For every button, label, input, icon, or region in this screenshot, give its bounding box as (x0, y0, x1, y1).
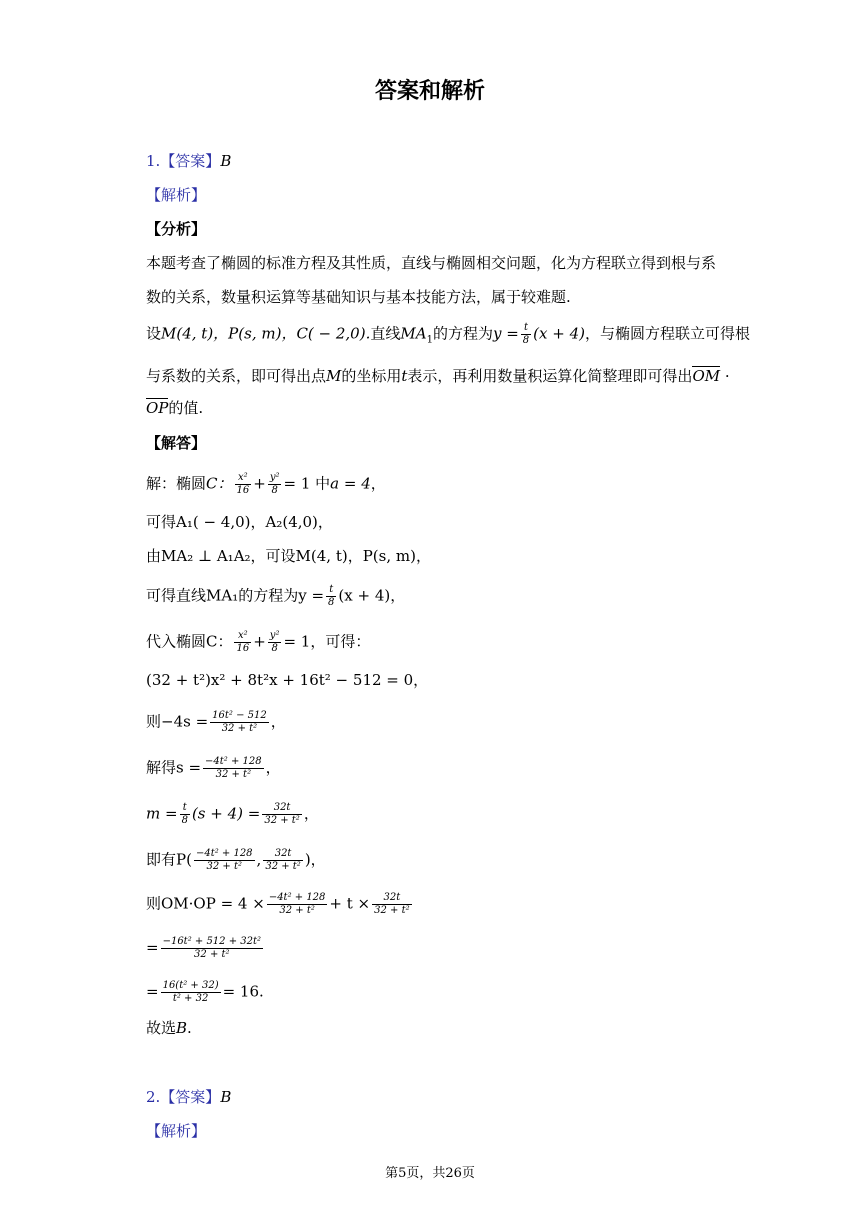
q1-step-9 (146, 802, 319, 827)
text-seg: = 1 中 (283, 474, 331, 493)
q1-fenxi-text-2: 数的关系，数量积运算等基础知识与基本技能方法，属于较难题. (146, 288, 571, 306)
vector-om: OM (692, 367, 721, 385)
fraction-numerator: y² (269, 630, 280, 641)
fraction (268, 630, 282, 655)
fraction-numerator: 32t (262, 802, 302, 815)
text-seg: 与系数的关系，即可得出点 (146, 367, 327, 385)
math-seg: (s + 4) = (191, 804, 261, 823)
fraction-numerator: 16(t² + 32) (162, 980, 219, 991)
text-seg: ，与椭圆方程联立可得根 (584, 324, 750, 343)
text-seg: = 1，可得： (283, 632, 371, 651)
text-seg: + t × (329, 894, 371, 913)
fraction (268, 472, 282, 497)
text-seg: 的方程为 (432, 324, 493, 343)
text-seg: 设 (146, 324, 162, 343)
text-seg: · (720, 367, 730, 385)
fraction-numerator: t (326, 584, 336, 597)
fraction (372, 892, 412, 917)
fraction-denominator: 8 (522, 335, 530, 346)
page-footer: 第5页，共26页 (385, 1166, 475, 1181)
q1-step-4 (146, 584, 405, 609)
fraction-numerator: −4t² + 128 (268, 892, 326, 903)
fraction-denominator: 8 (181, 815, 188, 826)
math-seg: y = (492, 324, 519, 343)
text-seg: . (187, 1019, 192, 1037)
q1-step-13 (146, 980, 264, 1005)
fraction (203, 756, 264, 781)
fraction-numerator: t (521, 322, 531, 335)
text-seg: = (146, 982, 159, 1001)
fraction (521, 322, 531, 347)
text-seg: + (253, 632, 266, 651)
q1-step-2: 可得A₁( − 4,0)，A₂(4,0)， (146, 513, 333, 531)
q1-step-6: (32 + t²)x² + 8t²x + 16t² − 512 = 0， (146, 671, 429, 689)
text-seg: ， (370, 474, 386, 493)
text-seg: 直线 (370, 324, 401, 343)
text-seg: 的坐标用 (341, 367, 402, 385)
fraction-numerator: −4t² + 128 (205, 756, 262, 767)
page-title: 答案和解析 (374, 79, 485, 104)
fraction-denominator: 32 + t² (221, 723, 258, 734)
text-seg: ， (303, 804, 319, 823)
fraction-denominator: 8 (271, 485, 278, 496)
q1-step-8 (146, 756, 281, 781)
text-seg: 代入椭圆C： (146, 632, 233, 651)
fraction (210, 710, 269, 735)
fraction (326, 584, 336, 609)
q1-step-1 (146, 472, 386, 497)
fraction-denominator: 32 + t² (279, 905, 315, 916)
fraction-denominator: 8 (271, 643, 278, 654)
math-seg: (x + 4) (533, 324, 585, 343)
q1-step-7 (146, 710, 286, 735)
fraction-denominator: 32 + t² (265, 861, 301, 872)
q2-jiexi-label: 【解析】 (146, 1122, 207, 1140)
text-seg: = (146, 938, 159, 957)
text-seg: ， (265, 758, 281, 777)
text-seg: 故选 (146, 1019, 177, 1037)
fraction (194, 848, 255, 873)
fraction-denominator: 32 + t² (264, 815, 300, 826)
q1-fenxi-label: 【分析】 (146, 220, 207, 238)
q2-answer-line (146, 1087, 231, 1107)
q1-step-11 (146, 892, 414, 917)
text-seg: (x + 4)， (338, 586, 406, 605)
math-seg: M(4, t)，P(s, m)，C( − 2,0). (161, 324, 371, 343)
math-seg: MA (400, 324, 427, 343)
fraction-denominator: 32 + t² (206, 861, 242, 872)
q1-step-3: 由MA₂ ⊥ A₁A₂，可设M(4, t)，P(s, m)， (146, 547, 431, 565)
fraction (234, 630, 251, 655)
fraction-denominator: 8 (328, 597, 335, 608)
fraction-numerator: t (180, 802, 190, 815)
text-seg: 即有P( (146, 850, 192, 869)
text-seg: 则OM·OP = 4 × (146, 894, 265, 913)
text-seg: + (253, 474, 266, 493)
fraction (161, 980, 221, 1005)
q1-fenxi-text-1: 本题考查了椭圆的标准方程及其性质，直线与椭圆相交问题，化为方程联立得到根与系 (146, 254, 717, 272)
math-seg: M (326, 367, 342, 385)
text-seg: 解：椭圆 (146, 474, 207, 493)
fraction (267, 892, 328, 917)
math-seg: B (176, 1019, 188, 1037)
q1-jiexi-label: 【解析】 (146, 186, 207, 204)
fraction-numerator: x² (235, 472, 252, 485)
fraction-denominator: t² + 32 (172, 993, 209, 1004)
fraction-numerator: 16t² − 512 (212, 710, 267, 721)
vector-op: OP (146, 399, 169, 417)
q1-step-5 (146, 630, 370, 655)
fraction-denominator: 16 (236, 485, 250, 496)
q2-answer-value: B (220, 1088, 232, 1106)
fraction-numerator: y² (269, 472, 280, 483)
fraction (262, 802, 302, 827)
text-seg: , (256, 850, 262, 869)
fraction (161, 936, 263, 961)
q1-fenxi-text-4 (146, 366, 730, 386)
text-seg: 的值. (168, 399, 204, 417)
q2-answer-header: 2.【答案】 (146, 1088, 221, 1106)
math-seg: a = 4 (330, 474, 371, 493)
fraction-denominator: 32 + t² (374, 905, 410, 916)
text-seg: )， (304, 850, 326, 869)
math-seg: t (401, 367, 408, 385)
math-seg: C： (206, 474, 233, 493)
fraction-denominator: 32 + t² (215, 769, 252, 780)
q1-answer-line (146, 151, 231, 171)
fraction-denominator: 32 + t² (194, 949, 230, 960)
text-seg: 可得直线MA₁的方程为y = (146, 586, 325, 605)
fraction-numerator: −16t² + 512 + 32t² (162, 936, 262, 947)
math-seg: m = (146, 804, 178, 823)
q1-step-14 (146, 1018, 192, 1038)
q1-fenxi-text-3: 设M(4, t)，P(s, m)，C( − 2,0).直线$MA_1$的方程为y = $\frac{t}{8}$ (x + 4)，与椭圆方程联立可得根 (146, 322, 750, 346)
q1-fenxi-text-5 (146, 398, 203, 418)
q1-answer-header: 1.【答案】 (146, 152, 221, 170)
fraction-numerator: 32t (263, 848, 303, 861)
text-seg: 解得s = (146, 758, 202, 777)
q1-step-10 (146, 848, 326, 873)
fraction-denominator: 16 (236, 643, 250, 654)
text-seg: 表示，再利用数量积运算化简整理即可得出 (407, 367, 693, 385)
fraction (263, 848, 303, 873)
text-seg: 则−4s = (146, 712, 209, 731)
fraction-numerator: x² (234, 630, 251, 643)
fraction (235, 472, 252, 497)
q1-jieda-label: 【解答】 (146, 434, 207, 452)
fraction-numerator: −4t² + 128 (195, 848, 253, 859)
fraction-numerator: 32t (372, 892, 412, 905)
q1-step-12 (146, 936, 265, 961)
text-seg: ， (270, 712, 286, 731)
fraction (180, 802, 190, 827)
text-seg: = 16. (222, 982, 264, 1001)
q1-answer-value: B (220, 152, 232, 170)
